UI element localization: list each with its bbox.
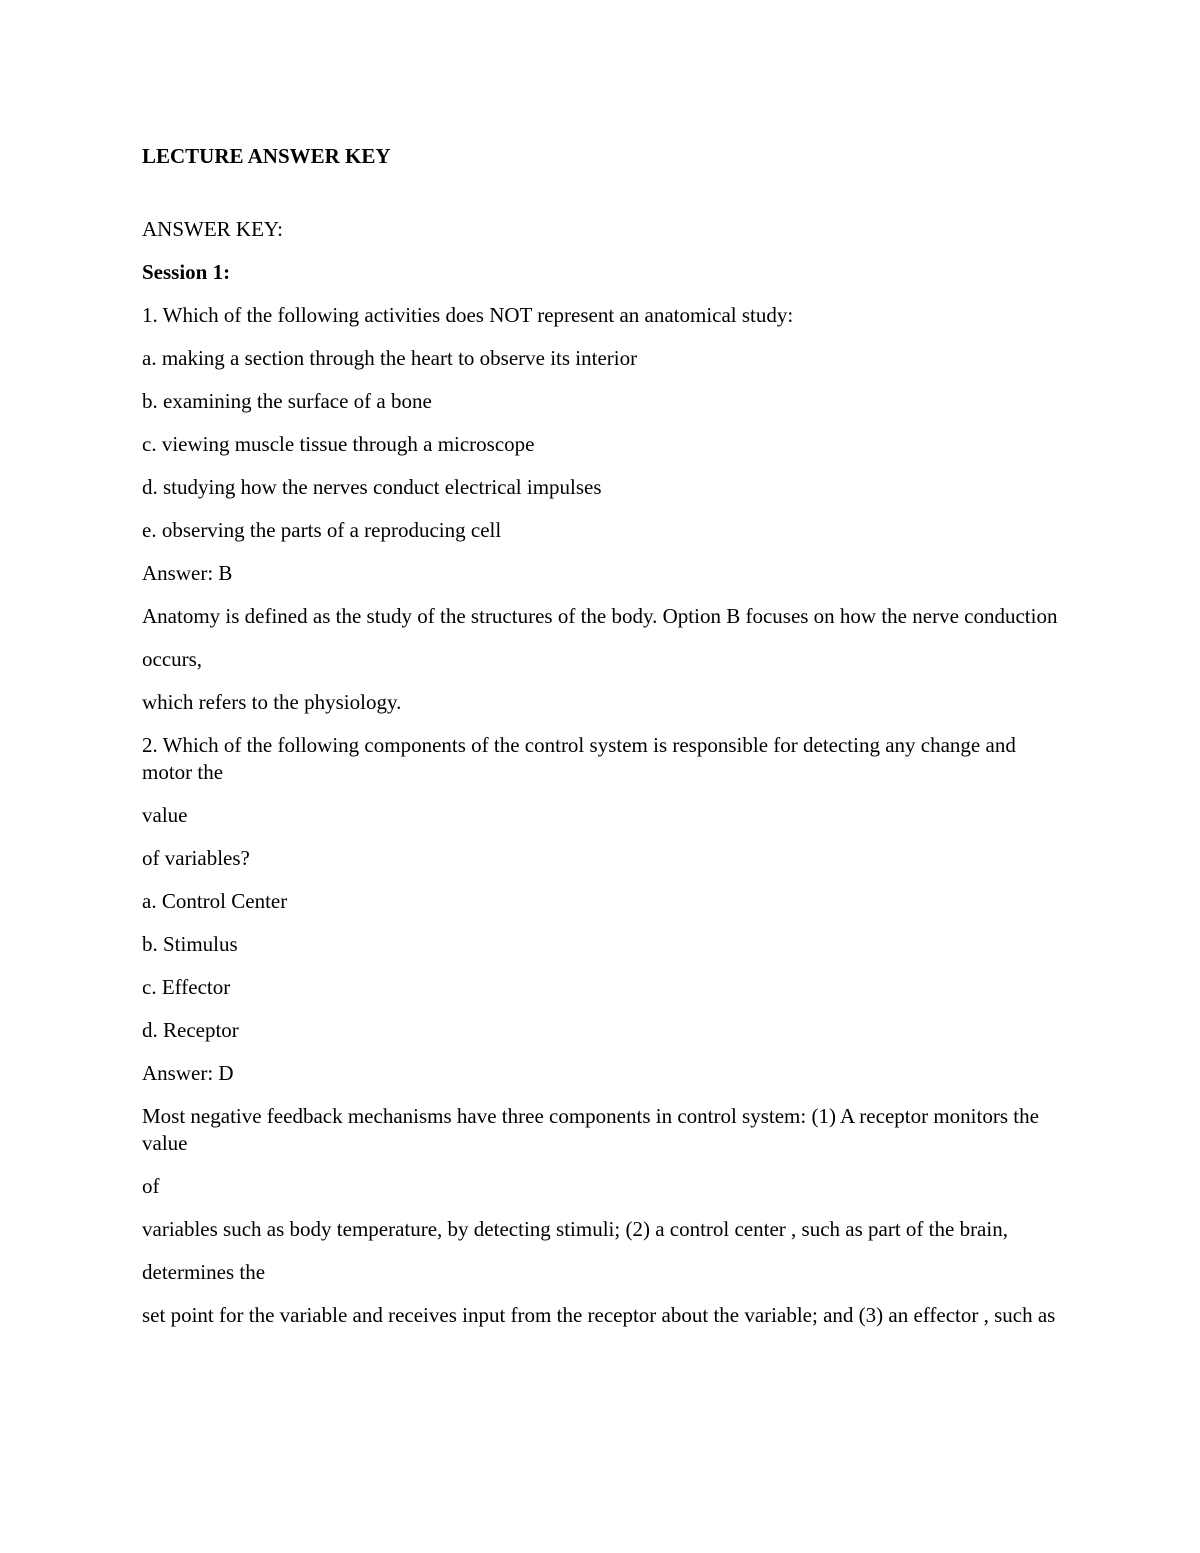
question-1-option-e: e. observing the parts of a reproducing cell: [142, 518, 502, 542]
question-2-option-d: d. Receptor: [142, 1018, 239, 1042]
question-2-answer: Answer: D: [142, 1061, 234, 1085]
question-1-explanation-line: which refers to the physiology.: [142, 690, 402, 714]
question-2-explanation-line: Most negative feedback mechanisms have three components in control system: (1) A receptor monitors the value: [142, 1104, 1039, 1155]
question-2-explanation-line: of: [142, 1174, 160, 1198]
question-2-explanation-line: set point for the variable and receives input from the receptor about the variable; and (3) an effector , such as: [142, 1303, 1056, 1327]
question-1-answer: Answer: B: [142, 561, 233, 585]
answer-key-label: ANSWER KEY:: [142, 217, 283, 241]
document-title: LECTURE ANSWER KEY: [142, 144, 391, 168]
question-1-explanation-line: occurs,: [142, 647, 203, 671]
question-1-text: 1. Which of the following activities does NOT represent an anatomical study:: [142, 303, 794, 327]
question-2-option-c: c. Effector: [142, 975, 231, 999]
question-1-option-c: c. viewing muscle tissue through a microscope: [142, 432, 535, 456]
session-heading: Session 1:: [142, 260, 231, 284]
question-1-explanation-line: Anatomy is defined as the study of the structures of the body. Option B focuses on how the nerve conduction: [142, 604, 1058, 628]
question-1-option-b: b. examining the surface of a bone: [142, 389, 432, 413]
question-2-text: 2. Which of the following components of the control system is responsible for detecting any change and motor the: [142, 733, 1016, 784]
question-2-text-continued: value: [142, 803, 188, 827]
question-2-option-a: a. Control Center: [142, 889, 288, 913]
question-2-option-b: b. Stimulus: [142, 932, 238, 956]
question-1-option-d: d. studying how the nerves conduct electrical impulses: [142, 475, 602, 499]
question-2-explanation-line: variables such as body temperature, by detecting stimuli; (2) a control center , such as part of the brain,: [142, 1217, 1008, 1241]
question-2-explanation-line: determines the: [142, 1260, 266, 1284]
document-body: [142, 143, 1062, 1345]
question-1-option-a: a. making a section through the heart to observe its interior: [142, 346, 638, 370]
question-2-text-continued: of variables?: [142, 846, 250, 870]
